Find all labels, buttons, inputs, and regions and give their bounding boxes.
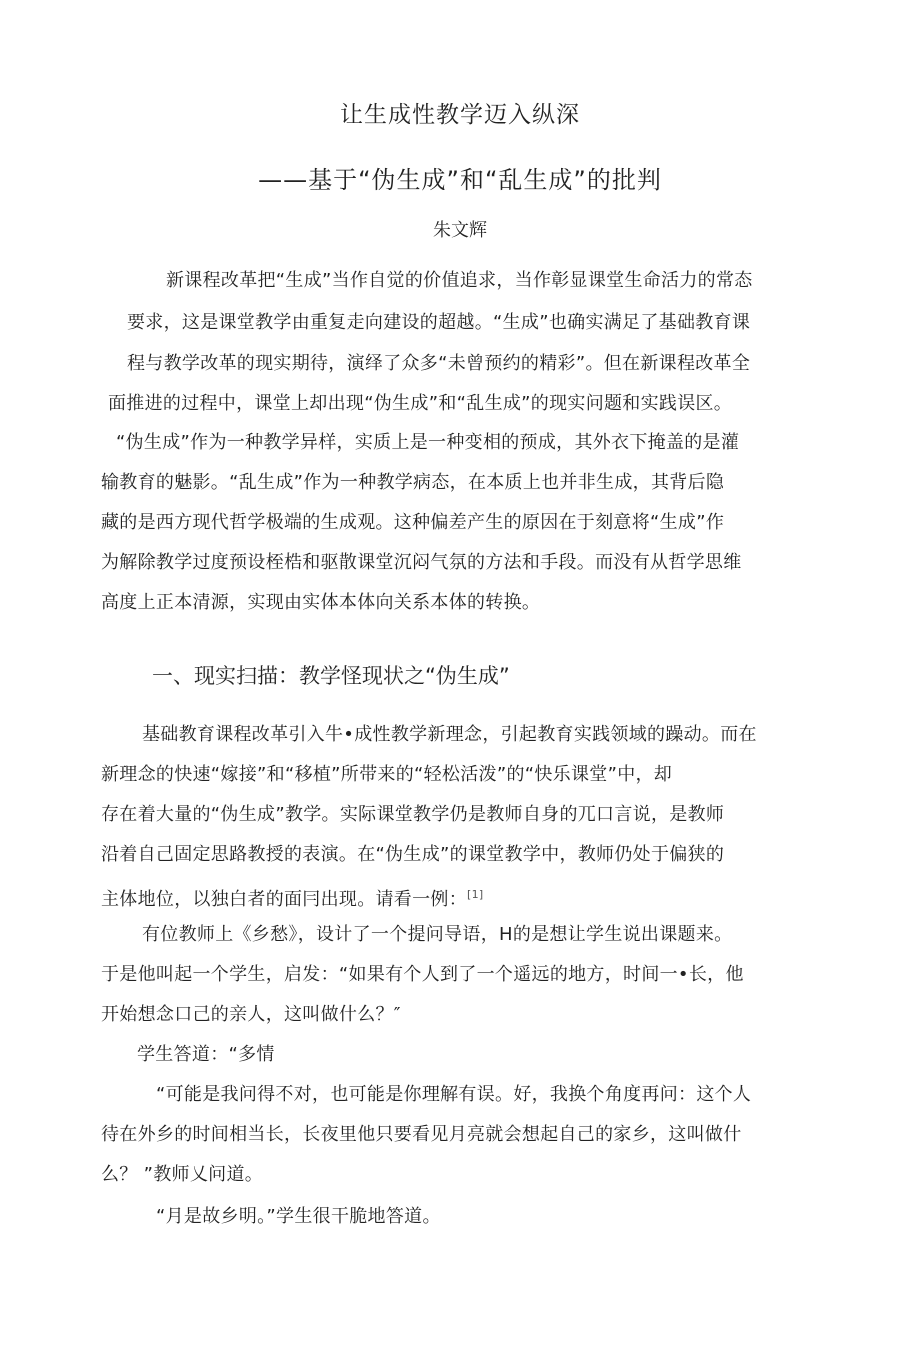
body-line: [101, 882, 483, 913]
body-line: 沿着自己固定思路教授的表演。在“伪生成”的课堂教学中，教师仍处于偏狭的: [101, 844, 725, 865]
document-subtitle: ——基于“伪生成”和“乱生成”的批判: [258, 166, 662, 194]
body-line: 存在着大量的“伪生成”教学。实际课堂教学仍是教师自身的兀口言说，是教师: [101, 804, 725, 825]
abstract-line: 程与教学改革的现实期待，演绎了众多“未曾预约的精彩”。但在新课程改革全: [127, 353, 751, 374]
example-line: “月是故乡明。”学生很干脆地答道。: [156, 1206, 441, 1227]
body-line-text: 主体地位，以独白者的面冃出现。请看一例：: [101, 889, 467, 910]
abstract-line: 要求，这是课堂教学由重复走向建设的超越。“生成”也确实满足了基础教育课: [127, 312, 751, 333]
abstract-line: “伪生成”作为一种教学异样，实质上是一种变相的预成，其外衣下掩盖的是灌: [116, 432, 740, 453]
author-name: 朱文辉: [433, 220, 487, 241]
example-line: 于是他叫起一个学生，启发：“如果有个人到了一个遥远的地方，时间一•长，他: [101, 964, 744, 985]
document-title: 让生成性教学迈入纵深: [340, 102, 580, 128]
abstract-line: 新课程改革把“生成”当作自觉的价值追求，当作彰显课堂生命活力的常态: [166, 270, 753, 291]
example-line: 有位教师上《乡愁》，设计了一个提问导语，H的是想让学生说出课题来。: [142, 924, 733, 945]
example-line: “可能是我问得不对，也可能是你理解有误。好，我换个角度再问：这个人: [156, 1084, 752, 1105]
abstract-line: 藏的是西方现代哲学极端的生成观。这种偏差产生的原因在于刻意将“生成”作: [101, 512, 725, 533]
section-heading: 一、现实扫描：教学怪现状之“伪生成”: [152, 664, 510, 688]
abstract-line: 面推进的过程中，课堂上却出现“伪生成”和“乱生成”的现实问题和实践误区。: [108, 393, 733, 414]
body-line: 新理念的快速“嫁接”和“移植”所带来的“轻松活泼”的“快乐课堂”中，却: [101, 764, 673, 785]
abstract-line: 输教育的魅影。“乱生成”作为一种教学病态，在本质上也并非生成，其背后隐: [101, 472, 725, 493]
example-line: 待在外乡的时间相当长，长夜里他只要看见月亮就会想起自己的家乡，这叫做什: [101, 1124, 742, 1145]
example-line: 么？ ”教师乂问道。: [101, 1164, 264, 1185]
citation-mark: [1]: [467, 888, 484, 901]
abstract-line: 高度上正本清源，实现由实体本体向关系本体的转换。: [101, 592, 541, 613]
abstract-line: 为解除教学过度预设桎梏和驱散课堂沉闷气氛的方法和手段。而没有从哲学思维: [101, 552, 742, 573]
body-line: 基础教育课程改革引入牛•成性教学新理念，引起教育实践领域的躁动。而在: [142, 724, 757, 745]
example-line: 学生答道：“多情: [137, 1044, 275, 1065]
example-line: 开始想念口己的亲人，这叫做什么？″: [101, 1004, 401, 1025]
